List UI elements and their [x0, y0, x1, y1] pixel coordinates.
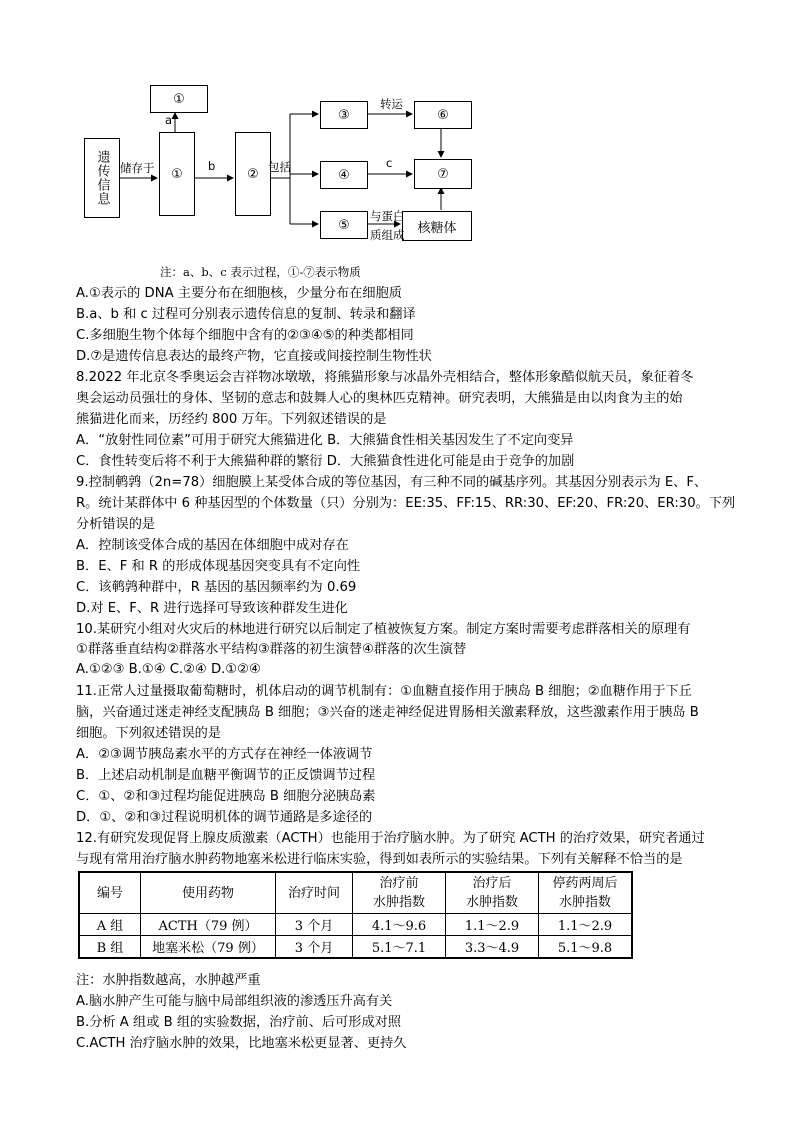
gene-expression-diagram — [84, 82, 484, 262]
question-8-line-3: 熊猫进化而来，历经约 800 万年。下列叙述错误的是 — [76, 412, 387, 427]
substance-5-box — [320, 211, 368, 239]
option-9a: A．控制该受体合成的基因在体细胞中成对存在 — [76, 538, 349, 553]
label-protein-2: 质组成 — [370, 228, 405, 242]
table-cell: 地塞米松（79 例） — [141, 936, 276, 959]
table-header-row — [79, 872, 632, 914]
table-header-line: 停药两周后 — [552, 876, 618, 891]
table-cell: B 组 — [79, 936, 141, 959]
table-header-line: 水肿指数 — [558, 895, 611, 910]
substance-4-label: ④ — [338, 167, 350, 183]
label-include: 包括 — [268, 160, 291, 174]
table-row — [79, 936, 632, 959]
option-9b: B．E、F 和 R 的形成体现基因突变具有不定向性 — [76, 559, 361, 574]
table-header: 编号 — [79, 872, 141, 914]
table-cell: 5.1～9.8 — [539, 936, 633, 959]
table-cell: 5.1～7.1 — [353, 936, 446, 959]
top-substance-box — [150, 85, 208, 113]
question-12-line-2: 与现有常用治疗脑水肿药物地塞米松进行临床实验，得到如表所示的实验结果。下列有关解释不恰当的是 — [76, 852, 683, 867]
table-cell: 1.1～2.9 — [539, 914, 633, 936]
label-store: 储存于 — [120, 161, 155, 175]
question-9-line-1: 9.控制鹌鹑（2n=78）细胞膜上某受体合成的等位基因，有三种不同的碱基序列。其基因分别表示为 E、F、 — [76, 475, 708, 490]
question-11-line-1: 11.正常人过量摄取葡萄糖时，机体启动的调节机制有：①血糖直接作用于胰岛 B 细胞；②血糖作用于下丘 — [76, 684, 692, 699]
question-9-line-2: R。统计某群体中 6 种基因型的个体数量（只）分别为：EE:35、FF:15、RR:30、EF:20、FR:20、ER:30。下列 — [76, 496, 736, 511]
question-12-line-1: 12.有研究发现促肾上腺皮质激素（ACTH）也能用于治疗脑水肿。为了研究 ACTH 的治疗效果，研究者通过 — [76, 831, 705, 846]
question-11-line-2: 脑，兴奋通过迷走神经支配胰岛 B 细胞；③兴奋的迷走神经促进胃肠相关激素释放，这些激素作用于胰岛 B — [76, 705, 699, 720]
table-cell: ACTH（79 例） — [141, 914, 276, 936]
option-11a: A．②③调节胰岛素水平的方式存在神经一体液调节 — [76, 747, 373, 762]
option-7a: A.①表示的 DNA 主要分布在细胞核，少量分布在细胞质 — [76, 286, 402, 301]
table-cell: A 组 — [79, 914, 141, 936]
substance-3-label: ③ — [338, 107, 350, 123]
question-8-line-2: 奥会运动员强壮的身体、坚韧的意志和鼓舞人心的奥林匹克精神。研究表明，大熊猫是由以肉食为主的始 — [76, 391, 683, 406]
table-row — [79, 914, 632, 936]
substance-7-label: ⑦ — [437, 166, 449, 182]
substance-2-box — [235, 132, 271, 216]
option-7d: D.⑦是遗传信息表达的最终产物，它直接或间接控制生物性状 — [76, 349, 432, 364]
question-11-line-3: 细胞。下列叙述错误的是 — [76, 726, 222, 741]
option-9d: D.对 E、F、R 进行选择可导致该种群发生进化 — [76, 601, 348, 616]
option-12c: C.ACTH 治疗脑水肿的效果，比地塞米松更显著、更持久 — [76, 1036, 407, 1051]
option-11b: B．上述启动机制是血糖平衡调节的正反馈调节过程 — [76, 768, 376, 783]
question-10-line-1: 10.某研究小组对火灾后的林地进行研究以后制定了植被恢复方案。制定方案时需要考虑群落相关的原理有 — [76, 622, 691, 637]
table-cell: 3.3～4.9 — [446, 936, 539, 959]
substance-7-box — [414, 159, 472, 189]
option-8cd: C．食性转变后将不利于大熊猫种群的繁衍 D．大熊猫食性进化可能是由于竞争的加剧 — [76, 454, 575, 469]
table-header — [539, 872, 633, 914]
question-9-line-3: 分析错误的是 — [76, 517, 156, 532]
label-a: a — [165, 113, 173, 127]
substance-2-label: ② — [247, 166, 259, 182]
substance-5-label: ⑤ — [338, 217, 350, 233]
option-12a: A.脑水肿产生可能与脑中局部组织液的渗透压升高有关 — [76, 994, 393, 1009]
table-header: 治疗时间 — [276, 872, 353, 914]
substance-3-box — [320, 101, 368, 129]
diagram-note: 注：a、b、c 表示过程，①-⑦表示物质 — [160, 265, 361, 279]
substance-1-box — [159, 132, 195, 216]
option-8ab: A．“放射性同位素”可用于研究大熊猫进化 B．大熊猫食性相关基因发生了不定向变异 — [76, 433, 574, 448]
question-10-line-2: ①群落垂直结构②群落水平结构③群落的初生演替④群落的次生演替 — [76, 642, 467, 657]
table-header-line: 水肿指数 — [372, 895, 425, 910]
table-note: 注：水肿指数越高，水肿越严重 — [76, 973, 261, 988]
substance-6-label: ⑥ — [437, 107, 449, 123]
option-11d: D．①、②和③过程说明机体的调节通路是多途径的 — [76, 810, 373, 825]
top-substance-label: ① — [173, 91, 185, 107]
option-10: A.①②③ B.①④ C.②④ D.①②④ — [76, 662, 261, 677]
option-7b: B.a、b 和 c 过程可分别表示遗传信息的复制、转录和翻译 — [76, 307, 416, 322]
table-header — [446, 872, 539, 914]
label-c: c — [386, 156, 393, 170]
substance-6-box — [414, 101, 472, 129]
substance-4-box — [320, 161, 368, 189]
results-table — [78, 871, 633, 959]
option-12b: B.分析 A 组或 B 组的实验数据，治疗前、后可形成对照 — [76, 1015, 402, 1030]
table-header: 使用药物 — [141, 872, 276, 914]
table-header-line: 水肿指数 — [465, 895, 518, 910]
table-cell: 3 个月 — [276, 936, 353, 959]
table-header-line: 治疗前 — [379, 876, 419, 891]
option-7c: C.多细胞生物个体每个细胞中含有的②③④⑤的种类都相同 — [76, 328, 414, 343]
label-protein-1: 与蛋白 — [370, 209, 405, 223]
option-11c: C．①、②和③过程均能促进胰岛 B 细胞分泌胰岛素 — [76, 789, 376, 804]
question-8-line-1: 8.2022 年北京冬季奥运会吉祥物冰墩墩，将熊猫形象与冰晶外壳相结合，整体形象酷似航天员，象征着冬 — [76, 370, 694, 385]
table-cell: 1.1～2.9 — [446, 914, 539, 936]
table-header — [353, 872, 446, 914]
label-b: b — [208, 159, 216, 173]
genetic-info-label: 遗传信息 — [94, 150, 110, 206]
ribosome-label: 核糖体 — [417, 220, 457, 236]
label-transport: 转运 — [380, 97, 403, 111]
genetic-info-box — [84, 138, 120, 218]
option-9c: C．该鹌鹑种群中，R 基因的基因频率约为 0.69 — [76, 580, 357, 595]
substance-1-label: ① — [171, 166, 183, 182]
table-header-line: 治疗后 — [472, 876, 512, 891]
table-cell: 4.1～9.6 — [353, 914, 446, 936]
ribosome-box — [402, 211, 472, 241]
table-cell: 3 个月 — [276, 914, 353, 936]
